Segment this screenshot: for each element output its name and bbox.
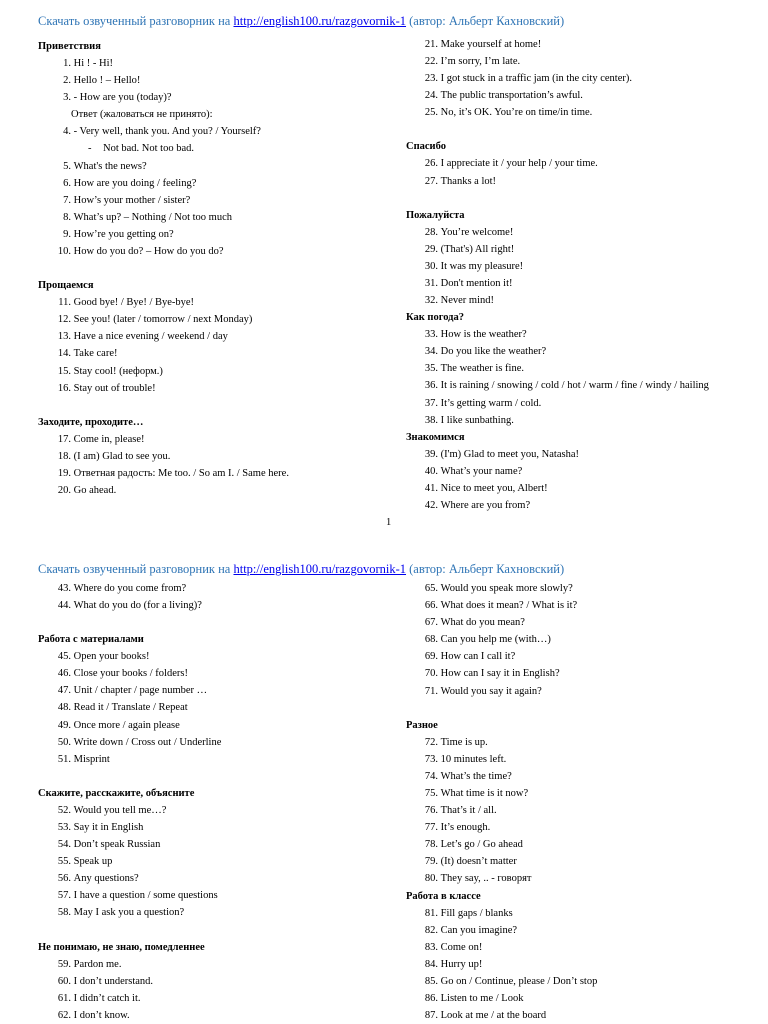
item-number: 42. (424, 499, 438, 511)
phrase-text: Can you imagine? (440, 924, 518, 936)
phrase-item (406, 631, 751, 648)
phrase-item (406, 973, 751, 990)
phrase-item (406, 87, 751, 104)
spacer (406, 121, 751, 138)
phrase-text: See you! (later / tomorrow / next Monday) (73, 314, 253, 326)
phrase-item (406, 241, 751, 258)
phrase-item (38, 665, 383, 682)
phrase-text: That’s it / all. (440, 805, 497, 817)
phrase-text: Write down / Cross out / Underline (73, 736, 222, 748)
item-number: 70. (424, 668, 438, 680)
download-link[interactable]: http://english100.ru/razgovornik-1 (233, 562, 407, 576)
phrase-text: What time is it now? (440, 787, 529, 799)
phrase-item (406, 768, 751, 785)
item-number: 51. (57, 753, 71, 765)
phrase-item (406, 683, 751, 700)
item-number: 55. (57, 856, 71, 868)
phrase-text: It’s enough. (440, 822, 491, 834)
phrase-item (406, 836, 751, 853)
phrase-text: Any questions? (73, 873, 139, 885)
phrase-text: Unit / chapter / page number … (73, 685, 208, 697)
phrase-text: (It) doesn’t matter (440, 856, 517, 868)
item-number: 80. (424, 873, 438, 885)
item-number: 31. (424, 277, 438, 289)
item-number: 27. (424, 175, 438, 187)
item-number: 18. (57, 450, 71, 462)
header-prefix: Скачать озвученный разговорник на (38, 562, 234, 576)
phrase-text: Stay cool! (неформ.) (73, 365, 163, 377)
phrase-text: Good bye! / Bye! / Bye-bye! (73, 297, 195, 309)
phrase-text: Say it in English (73, 821, 144, 833)
phrase-text: Take care! (73, 348, 118, 360)
item-number: 57. (57, 890, 71, 902)
phrase-text: Would you tell me…? (73, 804, 167, 816)
phrase-item (406, 480, 751, 497)
phrase-item (38, 973, 383, 990)
phrase-text: Where do you come from? (73, 583, 187, 594)
item-number: 48. (57, 702, 71, 714)
section-heading: Приветствия (38, 41, 101, 52)
item-number: 78. (424, 839, 438, 851)
phrase-text: Would you speak more slowly? (440, 583, 573, 594)
phrase-text: How are you doing / feeling? (73, 177, 197, 189)
phrase-item (406, 597, 751, 614)
phrase-text: It’s getting warm / cold. (440, 397, 542, 409)
phrase-text: Don't mention it! (440, 277, 513, 289)
section-heading: Как погода? (406, 312, 464, 324)
item-number: 11. (58, 297, 71, 309)
phrase-item (38, 734, 383, 751)
item-number: 85. (424, 975, 438, 987)
item-number: 59. (57, 958, 71, 970)
phrase-text: Go ahead. (73, 484, 117, 496)
download-link[interactable]: http://english100.ru/razgovornik-1 (233, 14, 407, 28)
phrase-text: I like sunbathing. (440, 414, 514, 426)
dash-bullet: - (88, 143, 92, 155)
phrase-item (38, 158, 383, 175)
phrase-item (38, 836, 383, 853)
item-number: 32. (424, 295, 438, 307)
item-number: 74. (424, 770, 438, 782)
phrase-text: Go on / Continue, please / Don’t stop (440, 975, 598, 987)
item-number: 62. (57, 1009, 71, 1021)
section-heading: Заходите, проходите… (38, 416, 144, 428)
phrase-item (406, 412, 751, 429)
phrase-item (406, 155, 751, 172)
item-number: 12. (57, 314, 71, 326)
item-number: 86. (424, 992, 438, 1004)
phrase-text: Never mind! (440, 295, 494, 307)
item-number: 14. (57, 348, 71, 360)
phrase-text: How’re you getting on? (73, 228, 174, 240)
item-number: 49. (57, 719, 71, 731)
phrase-text: Look at me / at the board (440, 1010, 547, 1022)
item-number: 69. (424, 651, 438, 663)
item-number: 5. (63, 160, 71, 172)
page-header (38, 562, 564, 577)
phrase-text: Come on! (440, 941, 483, 953)
phrase-text: I didn’t catch it. (73, 992, 141, 1004)
phrase-item (38, 1007, 383, 1024)
item-number: 72. (424, 736, 438, 748)
phrase-text: Come in, please! (73, 433, 145, 445)
phrase-text: Time is up. (440, 736, 488, 748)
phrase-item (38, 226, 383, 243)
phrase-item (406, 275, 751, 292)
phrase-item (38, 363, 383, 380)
phrase-item (406, 819, 751, 836)
phrase-text: The public transportation’s awful. (440, 90, 583, 102)
phrase-text: How is the weather? (440, 329, 527, 341)
item-number: 10. (57, 246, 71, 258)
phrase-item (406, 751, 751, 768)
phrase-item (38, 311, 383, 328)
section-heading: Разное (406, 719, 438, 731)
spacer (38, 768, 383, 785)
item-number: 81. (424, 907, 438, 919)
phrase-item (38, 887, 383, 904)
phrase-item (406, 463, 751, 480)
section-heading: Работа с материалами (38, 634, 144, 646)
phrase-item (406, 343, 751, 360)
phrase-item (38, 431, 383, 448)
item-number: 67. (424, 617, 438, 629)
phrase-text: The weather is fine. (440, 363, 525, 375)
item-number: 4. (63, 126, 71, 138)
phrase-text: How can I say it in English? (440, 668, 560, 680)
phrase-item (406, 104, 751, 121)
phrase-text: Not bad. Not too bad. (103, 143, 194, 155)
phrase-item (38, 699, 383, 716)
phrase-item (406, 360, 751, 377)
item-number: 35. (424, 363, 438, 375)
phrase-item (406, 990, 751, 1007)
item-number: 16. (57, 382, 71, 394)
phrase-item (38, 328, 383, 345)
section-heading: Знакомимся (406, 431, 465, 443)
item-number: 15. (57, 365, 71, 377)
phrase-text: Make yourself at home! (440, 39, 542, 50)
item-number: 7. (63, 194, 71, 206)
phrase-item (38, 123, 383, 140)
phrase-text: Misprint (73, 753, 110, 765)
phrase-text: What’s your name? (440, 465, 523, 477)
phrase-text: Stay out of trouble! (73, 382, 156, 394)
phrase-text: How do you do? – How do you do? (73, 246, 224, 258)
phrase-text: Can you help me (with…) (440, 634, 551, 646)
phrase-item (406, 785, 751, 802)
item-number: 43. (57, 583, 71, 594)
phrase-item (406, 922, 751, 939)
phrase-text: Hurry up! (440, 958, 483, 970)
dash-line (38, 140, 383, 157)
phrase-text: I have a question / some questions (73, 890, 218, 902)
phrase-text: I’m sorry, I’m late. (440, 56, 521, 68)
phrase-item (406, 395, 751, 412)
page-header (38, 14, 564, 29)
item-number: 83. (424, 941, 438, 953)
item-number: 54. (57, 839, 71, 851)
page1-right-column (406, 36, 751, 514)
section-heading: Пожалуйста (406, 209, 465, 221)
spacer (38, 260, 383, 277)
phrase-item (406, 70, 751, 87)
phrase-item (38, 819, 383, 836)
phrase-text: What’s the time? (440, 770, 512, 782)
phrase-item (406, 258, 751, 275)
item-number: 47. (57, 685, 71, 697)
item-number: 13. (57, 331, 71, 343)
phrase-item (38, 482, 383, 499)
item-number: 52. (57, 804, 71, 816)
phrase-item (38, 448, 383, 465)
phrase-item (38, 294, 383, 311)
spacer (38, 614, 383, 631)
phrase-text: Hello ! – Hello! (73, 75, 141, 87)
item-number: 46. (57, 668, 71, 680)
phrase-item (406, 580, 751, 597)
item-number: 40. (424, 465, 438, 477)
item-number: 50. (57, 736, 71, 748)
item-number: 45. (57, 651, 71, 663)
phrase-text: How can I call it? (440, 651, 516, 663)
item-number: 17. (57, 433, 71, 445)
phrase-text: They say, .. - говорят (440, 873, 532, 885)
item-number: 53. (57, 821, 71, 833)
phrase-item (38, 209, 383, 226)
header-prefix: Скачать озвученный разговорник на (38, 14, 234, 28)
phrase-item (38, 904, 383, 921)
phrase-item (38, 192, 383, 209)
section-heading: Прощаемся (38, 280, 94, 292)
phrase-item (38, 751, 383, 768)
note-line: Ответ (жаловаться не принято): (71, 109, 213, 121)
spacer (38, 397, 383, 414)
phrase-item (406, 1007, 751, 1024)
phrase-text: May I ask you a question? (73, 907, 185, 919)
item-number: 76. (424, 805, 438, 817)
item-number: 3. (63, 92, 71, 104)
item-number: 24. (424, 90, 438, 102)
phrase-item (406, 224, 751, 241)
phrase-text: (I am) Glad to see you. (73, 450, 171, 462)
header-suffix: (автор: Альберт Кахновский) (406, 14, 565, 28)
phrase-item (406, 446, 751, 463)
phrase-item (38, 72, 383, 89)
phrase-item (406, 497, 751, 514)
phrase-text: Don’t speak Russian (73, 839, 161, 851)
phrase-text: Hi ! - Hi! (73, 58, 113, 69)
phrase-text: How’s your mother / sister? (73, 194, 191, 206)
phrase-item (406, 292, 751, 309)
page2-right-column (406, 580, 751, 1024)
phrase-item (38, 853, 383, 870)
phrase-item (38, 89, 383, 106)
phrase-item (38, 380, 383, 397)
phrase-item (406, 939, 751, 956)
phrase-text: I got stuck in a traffic jam (in the city center). (440, 73, 632, 85)
section-heading: Не понимаю, не знаю, помедленнее (38, 941, 205, 953)
phrase-item (38, 682, 383, 699)
phrase-text: Once more / again please (73, 719, 180, 731)
item-number: 60. (57, 975, 71, 987)
phrase-item (406, 905, 751, 922)
page1-left-column (38, 38, 383, 499)
phrase-text: I don’t know. (73, 1009, 130, 1021)
item-number: 66. (424, 600, 438, 612)
item-number: 61. (57, 992, 71, 1004)
phrase-item (406, 648, 751, 665)
phrase-item (38, 175, 383, 192)
item-number: 39. (424, 448, 438, 460)
phrase-item (406, 326, 751, 343)
phrase-item (406, 377, 751, 394)
item-number: 29. (424, 243, 438, 255)
phrase-text: Listen to me / Look (440, 992, 524, 1004)
page-number: 1 (386, 517, 392, 528)
phrase-text: - How are you (today)? (73, 92, 172, 104)
item-number: 84. (424, 958, 438, 970)
phrase-item (406, 956, 751, 973)
phrase-text: (I'm) Glad to meet you, Natasha! (440, 448, 579, 460)
phrase-text: I don’t understand. (73, 975, 154, 987)
item-number: 79. (424, 856, 438, 868)
item-number: 2. (63, 75, 71, 87)
phrase-item (406, 36, 751, 53)
item-number: 82. (424, 924, 438, 936)
phrase-text: Let’s go / Go ahead (440, 839, 523, 851)
item-number: 8. (63, 211, 71, 223)
phrase-text: Read it / Translate / Repeat (73, 702, 188, 714)
phrase-item (38, 956, 383, 973)
phrase-item (38, 717, 383, 734)
item-number: 77. (424, 822, 438, 834)
phrase-text: What’s up? – Nothing / Not too much (73, 211, 232, 223)
phrase-item (38, 802, 383, 819)
item-number: 19. (57, 467, 71, 479)
item-number: 34. (424, 346, 438, 358)
item-number: 37. (424, 397, 438, 409)
phrase-text: Nice to meet you, Albert! (440, 482, 548, 494)
phrase-text: Have a nice evening / weekend / day (73, 331, 228, 343)
item-number: 33. (424, 329, 438, 341)
item-number: 22. (424, 56, 438, 68)
phrase-text: 10 minutes left. (440, 753, 507, 765)
phrase-text: - Very well, thank you. And you? / Yourself? (73, 126, 261, 138)
phrase-item (406, 665, 751, 682)
item-number: 21. (424, 39, 438, 50)
item-number: 58. (57, 907, 71, 919)
phrase-item (406, 734, 751, 751)
spacer (406, 190, 751, 207)
item-number: 44. (57, 600, 71, 612)
section-heading: Спасибо (406, 141, 446, 153)
phrase-text: What do you do (for a living)? (73, 600, 202, 612)
page2-left-column (38, 580, 383, 1024)
section-heading: Скажите, расскажите, объясните (38, 787, 195, 799)
item-number: 30. (424, 260, 438, 272)
phrase-item (38, 243, 383, 260)
phrase-text: No, it’s OK. You’re on time/in time. (440, 107, 593, 119)
phrase-item (406, 614, 751, 631)
phrase-text: Ответная радость: Me too. / So am I. / Same here. (73, 467, 289, 479)
phrase-item (406, 173, 751, 190)
item-number: 6. (63, 177, 71, 189)
item-number: 68. (424, 634, 438, 646)
spacer (38, 922, 383, 939)
phrase-text: What do you mean? (440, 617, 525, 629)
phrase-text: It is raining / snowing / cold / hot / warm / fine / windy / hailing (440, 380, 709, 392)
item-number: 41. (424, 482, 438, 494)
phrase-text: Fill gaps / blanks (440, 907, 513, 919)
phrase-item (38, 597, 383, 614)
phrase-item (38, 580, 383, 597)
phrase-item (38, 345, 383, 362)
phrase-text: (That's) All right! (440, 243, 515, 255)
item-number: 36. (424, 380, 438, 392)
item-number: 1. (63, 58, 71, 69)
item-number: 9. (63, 228, 71, 240)
phrase-text: Do you like the weather? (440, 346, 547, 358)
phrase-text: What does it mean? / What is it? (440, 600, 578, 612)
document-page-2 (0, 548, 768, 1024)
phrase-text: It was my pleasure! (440, 260, 524, 272)
item-number: 65. (424, 583, 438, 594)
phrase-item (38, 55, 383, 72)
phrase-text: Where are you from? (440, 499, 531, 511)
phrase-text: Speak up (73, 856, 113, 868)
phrase-text: You’re welcome! (440, 226, 514, 238)
header-suffix: (автор: Альберт Кахновский) (406, 562, 565, 576)
item-number: 25. (424, 107, 438, 119)
phrase-text: What's the news? (73, 160, 147, 172)
phrase-item (38, 870, 383, 887)
section-heading: Работа в классе (406, 890, 481, 902)
item-number: 87. (424, 1010, 438, 1022)
phrase-item (38, 990, 383, 1007)
item-number: 71. (424, 685, 438, 697)
phrase-text: Open your books! (73, 651, 150, 663)
phrase-item (38, 648, 383, 665)
phrase-text: I appreciate it / your help / your time. (440, 158, 598, 170)
item-number: 28. (424, 226, 438, 238)
phrase-text: Would you say it again? (440, 685, 542, 697)
item-number: 38. (424, 414, 438, 426)
phrase-item (406, 802, 751, 819)
phrase-item (38, 465, 383, 482)
phrase-item (406, 53, 751, 70)
item-number: 20. (57, 484, 71, 496)
item-number: 56. (57, 873, 71, 885)
phrase-text: Thanks a lot! (440, 175, 497, 187)
spacer (406, 700, 751, 717)
phrase-text: Close your books / folders! (73, 668, 188, 680)
phrase-item (406, 870, 751, 887)
item-number: 73. (424, 753, 438, 765)
item-number: 23. (424, 73, 438, 85)
phrase-text: Pardon me. (73, 958, 122, 970)
item-number: 75. (424, 787, 438, 799)
phrase-item (406, 853, 751, 870)
item-number: 26. (424, 158, 438, 170)
